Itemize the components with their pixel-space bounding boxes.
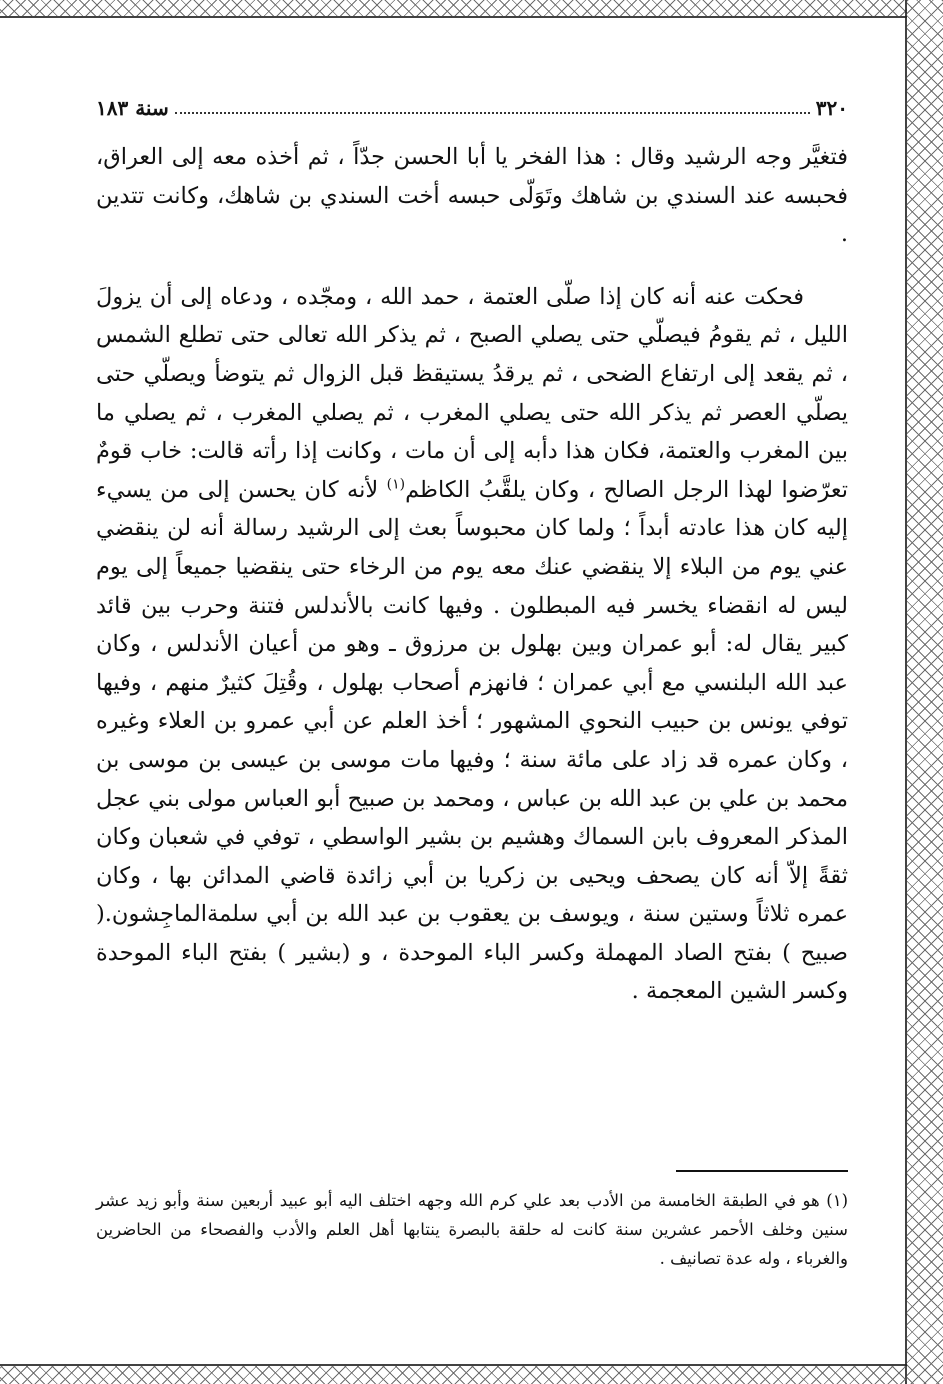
footnote-text (96, 1186, 848, 1273)
page-number: ٣٢٠ (815, 96, 848, 120)
header-dotted-leader (175, 112, 810, 114)
paragraph-2 (96, 278, 848, 1011)
paragraph-2-part-2: لأنه كان يحسن إلى من يسيء إليه كان هذا عادته أبداً ؛ ولما كان محبوساً بعث إلى الرشيد رسالة أنه لن ينقضي عني يوم من البلاء إلا ينقضي عنك معه يوم من الرخاء حتى ينقضيا جميعاً إلى يوم ليس له انقضاء يخسر فيه المبطلون . وفيها كانت بالأندلس فتنة وحرب بين قائد كبير يقال له: أبو عمران وبين بهلول بن مرزوق ـ وهو من أعيان الأندلس ، وكان عبد الله البلنسي مع أبي عمران ؛ فانهزم أصحاب بهلول ، وقُتِلَ كثيرٌ منهم ، وفيها توفي يونس بن حبيب النحوي المشهور ؛ أخذ العلم عن أبي عمرو بن العلاء وغيره ، وكان عمره قد زاد على مائة سنة ؛ وفيها مات موسى بن عيسى بن موسى بن محمد بن علي بن عبد الله بن عباس ، ومحمد بن صبيح أبو العباس مولى بني عجل المذكر المعروف بابن السماك وهشيم بن بشير الواسطي ، توفي في شعبان وكان ثقةً إلاّ أنه كان يصحف ويحيى بن زكريا بن أبي زائدة قاضي المدائن بها ، وكان عمره ثلاثاً وستين سنة ، ويوسف بن يعقوب بن عبد الله بن أبي سلمةالماجِشون.( صبيح ) بفتح الصاد المهملة وكسر الباء الموحدة ، و (بشير ) بفتح الباء الموحدة وكسر الشين المعجمة . (96, 476, 848, 1005)
main-text (96, 138, 848, 1011)
footnote-body: هو في الطبقة الخامسة من الأدب بعد علي كرم الله وجهه اختلف اليه أبو عبيد أربعين سنة وأبو زيد عشر سنين وخلف الأحمر عشرين سنة كانت له حلقة بالبصرة ينتابها أهل العلم والأدب والفصحاء من الحاضرين والغرباء ، وله عدة تصانيف . (96, 1191, 848, 1268)
footnote-reference: (١) (386, 476, 406, 493)
paragraph-2-part-1: فحكت عنه أنه كان إذا صلّى العتمة ، حمد الله ، ومجّده ، ودعاه إلى أن يزولَ الليل ، ثم يقومُ فيصلّي حتى يصلي الصبح ، ثم يذكر الله تعالى حتى تطلع الشمس ، ثم يقعد إلى ارتفاع الضحى ، ثم يرقدُ يستيقظ قبل الزوال ثم يتوضأ ويصلّي حتى يصلّي العصر ثم يذكر الله حتى يصلي المغرب ، ثم يصلي المغرب ، ثم يصلي ما بين المغرب والعتمة، فكان هذا دأبه إلى أن مات ، وكانت إذا رأته قالت: خاب قومٌ تعرّضوا لهذا الرجل الصالح ، وكان يلقَّبُ الكاظم (96, 283, 848, 503)
footnote (96, 1186, 848, 1273)
decorative-border-top (0, 0, 907, 18)
paragraph-1: فتغيَّر وجه الرشيد وقال : هذا الفخر يا أبا الحسن جدّاً ، ثم أخذه معه إلى العراق، فحبسه عند السندي بن شاهك وتَوَلّى حبسه أخت السندي بن شاهك، وكانت تتدين . (96, 144, 848, 248)
footnote-marker: (١) (826, 1191, 848, 1210)
decorative-border-bottom (0, 1364, 907, 1384)
footnote-separator (676, 1170, 848, 1172)
page-header (96, 86, 848, 120)
running-head-year: سنة ١٨٣ (96, 96, 169, 120)
decorative-border-right (905, 0, 943, 1384)
